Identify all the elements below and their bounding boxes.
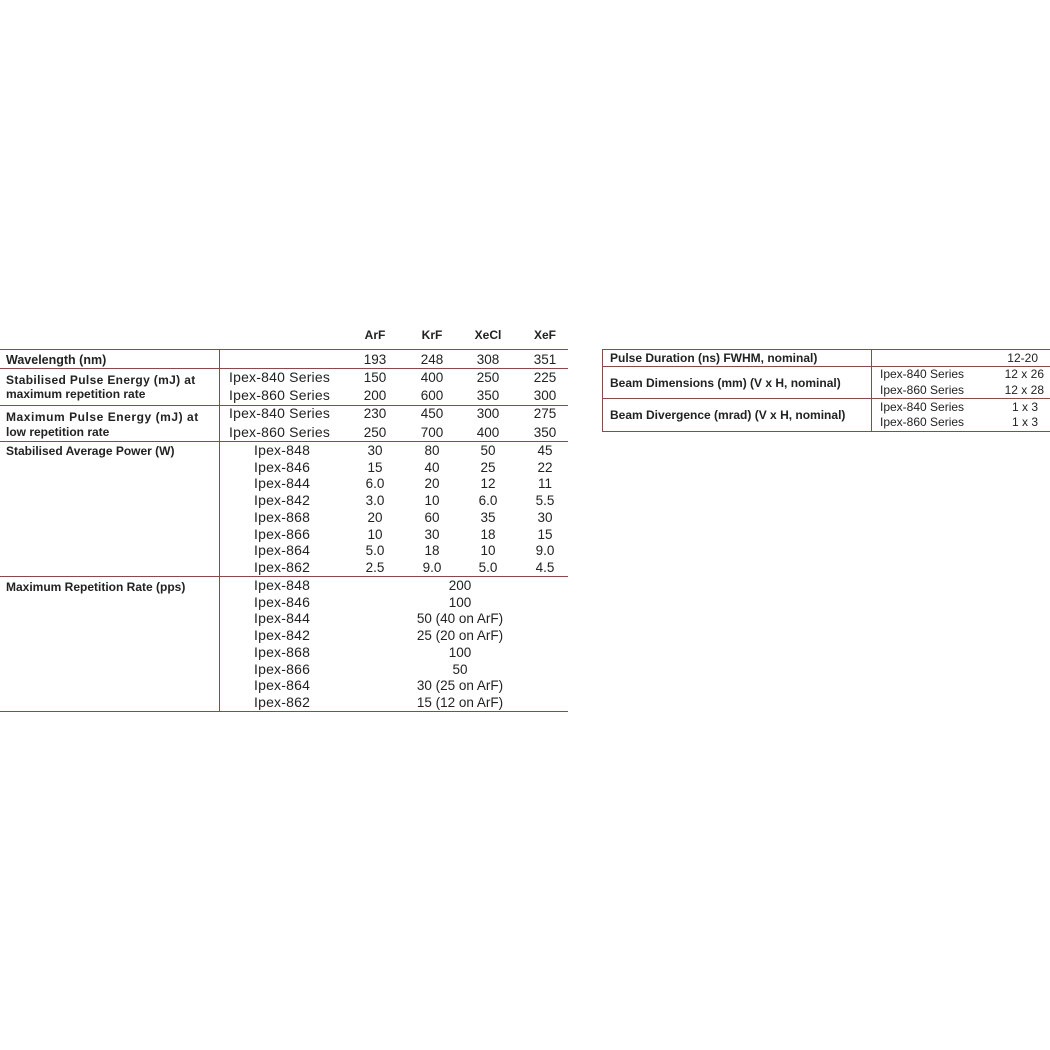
cell: 200 xyxy=(448,578,472,593)
cell: 450 xyxy=(420,406,444,421)
cell: 193 xyxy=(363,352,387,367)
cell: 308 xyxy=(476,352,500,367)
cell: 60 xyxy=(424,509,440,525)
row-label-pulse-duration: Pulse Duration (ns) FWHM, nominal) xyxy=(610,351,818,365)
cell: 30 xyxy=(367,443,383,458)
model-name: Ipex-842 xyxy=(254,627,311,644)
cell: 18 xyxy=(424,543,440,559)
model-name: Ipex-862 xyxy=(254,558,311,575)
cell: 400 xyxy=(476,425,500,440)
cell: 25 (20 on ArF) xyxy=(416,628,504,644)
model-name: Ipex-840 Series xyxy=(229,369,331,385)
col-header-krf: KrF xyxy=(421,328,443,342)
cell: 275 xyxy=(533,406,557,421)
col-header-xecl: XeCl xyxy=(474,328,502,342)
cell: 600 xyxy=(420,388,444,403)
cell: 50 xyxy=(452,661,468,677)
cell: 50 xyxy=(480,443,496,458)
cell: 200 xyxy=(363,388,387,403)
model-name: Ipex-846 xyxy=(254,458,311,475)
cell: 45 xyxy=(537,443,553,458)
cell: 400 xyxy=(420,370,444,385)
model-name: Ipex-864 xyxy=(254,542,311,559)
cell: 300 xyxy=(533,388,557,403)
model-name: Ipex-864 xyxy=(254,677,311,694)
model-name: Ipex-868 xyxy=(254,508,311,525)
row-label-stabilised-average-power: Stabilised Average Power (W) xyxy=(6,444,175,458)
model-name: Ipex-840 Series xyxy=(229,405,331,421)
cell: 250 xyxy=(363,425,387,440)
cell: 12-20 xyxy=(1007,351,1038,365)
cell: 30 xyxy=(537,509,553,525)
cell: 10 xyxy=(367,526,383,542)
col-header-xef: XeF xyxy=(533,328,556,342)
model-name: Ipex-848 xyxy=(254,442,311,458)
cell: 700 xyxy=(420,425,444,440)
cell: 11 xyxy=(537,476,552,492)
cell: 2.5 xyxy=(365,559,385,575)
rule xyxy=(602,431,1050,432)
cell: 22 xyxy=(537,459,553,475)
cell: 300 xyxy=(476,406,500,421)
cell: 12 xyxy=(480,476,496,492)
cell: 35 xyxy=(480,509,496,525)
cell: 9.0 xyxy=(422,559,442,575)
row-label-maximum-pulse-energy-2: low repetition rate xyxy=(6,425,110,439)
cell: 150 xyxy=(363,370,387,385)
cell: 40 xyxy=(424,459,440,475)
cell: 6.0 xyxy=(365,476,385,492)
cell: 9.0 xyxy=(535,543,555,559)
cell: 350 xyxy=(533,425,557,440)
cell: 10 xyxy=(424,493,440,509)
cell: 225 xyxy=(533,370,557,385)
rule xyxy=(602,398,1050,399)
cell: 350 xyxy=(476,388,500,403)
cell: 15 (12 on ArF) xyxy=(416,694,504,710)
model-name: Ipex-866 xyxy=(254,660,311,677)
rule xyxy=(602,349,1050,350)
model-name: Ipex-860 Series xyxy=(229,424,331,440)
rule xyxy=(0,349,568,350)
cell: 248 xyxy=(420,352,444,367)
model-name: Ipex-860 Series xyxy=(880,415,965,429)
cell: 1 x 3 xyxy=(1011,400,1038,414)
model-name: Ipex-860 Series xyxy=(880,383,965,397)
row-label-stabilised-pulse-energy: Stabilised Pulse Energy (mJ) at xyxy=(6,373,196,387)
model-name: Ipex-844 xyxy=(254,475,311,492)
row-label-beam-dimensions: Beam Dimensions (mm) (V x H, nominal) xyxy=(610,376,841,390)
rule xyxy=(0,711,568,712)
model-name: Ipex-840 Series xyxy=(880,400,965,414)
cell: 250 xyxy=(476,370,500,385)
column-divider xyxy=(871,349,872,432)
cell: 5.0 xyxy=(365,543,385,559)
cell: 25 xyxy=(480,459,496,475)
model-name: Ipex-868 xyxy=(254,643,311,660)
model-name: Ipex-844 xyxy=(254,610,311,627)
col-header-arf: ArF xyxy=(364,328,386,342)
cell: 351 xyxy=(533,352,557,367)
row-label-wavelength: Wavelength (nm) xyxy=(6,353,107,367)
row-label-maximum-repetition-rate: Maximum Repetition Rate (pps) xyxy=(6,580,186,594)
row-label-stabilised-pulse-energy-2: maximum repetition rate xyxy=(6,387,146,401)
column-divider xyxy=(219,349,220,712)
row-label-maximum-pulse-energy: Maximum Pulse Energy (mJ) at xyxy=(6,410,199,424)
model-name: Ipex-848 xyxy=(254,577,311,593)
cell: 230 xyxy=(363,406,387,421)
cell: 80 xyxy=(424,443,440,458)
model-name: Ipex-862 xyxy=(254,693,311,710)
cell: 1 x 3 xyxy=(1011,415,1038,429)
cell: 10 xyxy=(480,543,496,559)
column-divider xyxy=(602,349,603,432)
cell: 100 xyxy=(448,644,472,660)
cell: 4.5 xyxy=(535,559,555,575)
cell: 100 xyxy=(448,594,472,610)
cell: 12 x 28 xyxy=(1004,383,1044,397)
cell: 6.0 xyxy=(478,493,498,509)
model-name: Ipex-840 Series xyxy=(880,367,965,381)
cell: 20 xyxy=(424,476,440,492)
cell: 3.0 xyxy=(365,493,385,509)
model-name: Ipex-860 Series xyxy=(229,387,331,403)
cell: 30 xyxy=(424,526,440,542)
cell: 12 x 26 xyxy=(1004,367,1044,381)
model-name: Ipex-846 xyxy=(254,593,311,610)
cell: 5.0 xyxy=(478,559,498,575)
cell: 18 xyxy=(480,526,496,542)
cell: 15 xyxy=(367,459,383,475)
model-name: Ipex-866 xyxy=(254,525,311,542)
model-name: Ipex-842 xyxy=(254,492,311,509)
cell: 20 xyxy=(367,509,383,525)
row-label-beam-divergence: Beam Divergence (mrad) (V x H, nominal) xyxy=(610,408,846,422)
cell: 30 (25 on ArF) xyxy=(416,678,504,694)
cell: 5.5 xyxy=(535,493,555,509)
cell: 50 (40 on ArF) xyxy=(416,611,504,627)
cell: 15 xyxy=(537,526,553,542)
